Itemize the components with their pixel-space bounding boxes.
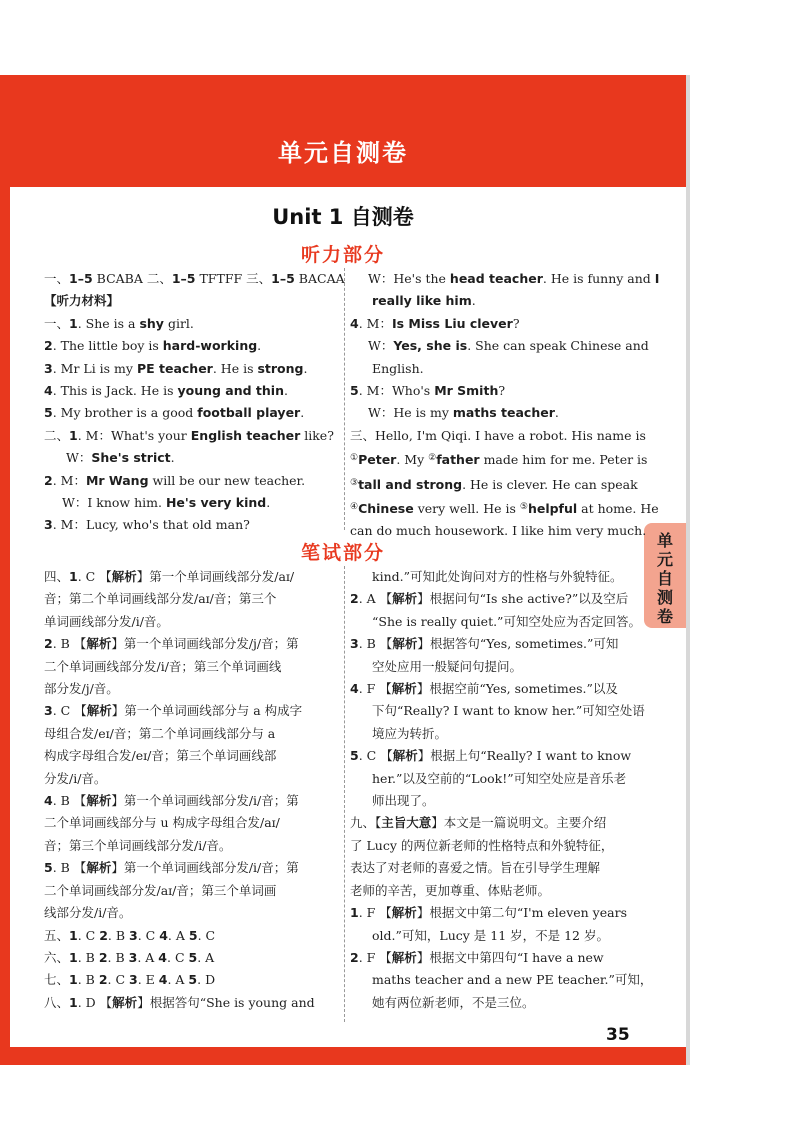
answer-line: 二个单词画线部分发/i/音；第三个单词画线 (44, 658, 282, 674)
answer-line: 一、1. She is a shy girl. (44, 315, 194, 331)
answer-line: old.”可知，Lucy 是 11 岁，不是 12 岁。 (372, 927, 609, 943)
answer-line: 空处应用一般疑问句提问。 (372, 658, 523, 674)
side-tab (644, 523, 686, 628)
answer-line: 3. M：Lucy, who's that old man? (44, 517, 250, 533)
answer-line: 七、1. B 2. C 3. E 4. A 5. D (44, 972, 216, 988)
answer-line: W：Yes, she is. She can speak Chinese and (368, 338, 649, 354)
side-tab-char: 元 (656, 550, 673, 569)
answer-line: kind.”可知此处询问对方的性格与外貌特征。 (372, 569, 623, 584)
section-title-listening: 听力部分 (300, 244, 385, 266)
answer-line: 3. B 【解析】根据答句“Yes, sometimes.”可知 (350, 636, 619, 652)
answer-line: 老师的辛苦，更加尊重、体贴老师。 (350, 882, 551, 898)
answer-line: “She is really quiet.”可知空处应为否定回答。 (372, 613, 641, 629)
answer-line: 部分发/j/音。 (44, 681, 119, 697)
answer-line: W：He's the head teacher. He is funny and I (368, 271, 660, 286)
answer-line: 3. C 【解析】第一个单词画线部分与 a 构成字 (44, 703, 303, 719)
writing-right-column (350, 566, 653, 1014)
answer-line: ④Chinese very well. He is ⑤helpful at home. He (350, 501, 659, 517)
answer-line: 二个单词画线部分发/aɪ/音；第三个单词画 (44, 882, 277, 898)
answer-line: 4. F 【解析】根据空前“Yes, sometimes.”以及 (350, 681, 618, 697)
page-number: 35 (606, 1025, 630, 1045)
side-tab-char: 自 (656, 569, 673, 588)
answer-line: 师出现了。 (372, 793, 435, 809)
answer-line: 八、1. D 【解析】根据答句“She is young and (44, 994, 315, 1010)
answer-line: can do much housework. I like him very much. (350, 523, 647, 539)
answer-line: 5. B 【解析】第一个单词画线部分发/i/音；第 (44, 860, 299, 876)
answer-line: 音；第二个单词画线部分发/aɪ/音；第三个 (44, 591, 277, 607)
answer-line: W：He is my maths teacher. (368, 405, 559, 421)
side-tab-char: 单 (656, 531, 673, 550)
answer-line: English. (372, 360, 424, 376)
side-tab-char: 测 (656, 588, 673, 607)
answer-line: 单词画线部分发/i/音。 (44, 613, 169, 629)
answer-line: 一、1–5 BCABA 二、1–5 TFTFF 三、1–5 BACAA (44, 271, 345, 286)
answer-line: maths teacher and a new PE teacher.”可知， (372, 972, 653, 988)
answer-line: 2. B 【解析】第一个单词画线部分发/j/音；第 (44, 636, 299, 652)
answer-line: 4. This is Jack. He is young and thin. (44, 383, 288, 399)
answer-line: 三、Hello, I'm Qiqi. I have a robot. His name is (350, 427, 646, 443)
answer-line: ③tall and strong. He is clever. He can speak (350, 476, 638, 492)
answer-line: really like him. (372, 293, 476, 309)
header-band (0, 75, 686, 187)
answer-line: 构成字母组合发/eɪ/音；第三个单词画线部 (44, 748, 277, 764)
answer-line: 二个单词画线部分与 u 构成字母组合发/aɪ/ (44, 815, 280, 831)
answer-line: 2. F 【解析】根据文中第四句“I have a new (350, 949, 604, 965)
answer-line: 二、1. M：What's your English teacher like? (44, 427, 334, 443)
listening-left-column (44, 268, 345, 537)
answer-line: 2. M：Mr Wang will be our new teacher. (44, 472, 306, 488)
column-divider-writing (344, 566, 345, 1022)
answer-line: 3. Mr Li is my PE teacher. He is strong. (44, 360, 308, 376)
answer-line: 4. B 【解析】第一个单词画线部分发/i/音；第 (44, 793, 299, 809)
answer-line: her.”以及空前的“Look!”可知空处应是音乐老 (372, 770, 627, 786)
answer-line: 2. The little boy is hard-working. (44, 338, 262, 354)
unit-title: Unit 1 自测卷 (272, 205, 414, 229)
answer-line: 5. M：Who's Mr Smith? (350, 383, 506, 399)
banner-title: 单元自测卷 (278, 139, 408, 167)
answer-line: 四、1. C 【解析】第一个单词画线部分发/aɪ/ (44, 569, 295, 584)
footer-band (0, 1047, 686, 1065)
answer-line: W：She's strict. (66, 450, 175, 466)
answer-line: 表达了对老师的喜爱之情。旨在引导学生理解 (350, 860, 601, 876)
answer-line: 境应为转折。 (372, 725, 448, 741)
answer-line: 了 Lucy 的两位新老师的性格特点和外貌特征， (350, 837, 614, 853)
answer-line: 【听力材料】 (44, 293, 120, 309)
section-title-writing: 笔试部分 (300, 542, 385, 564)
answer-line: 分发/i/音。 (44, 770, 107, 786)
answer-line: ①Peter. My ②father made him for me. Peter is (350, 452, 648, 468)
answer-line: 五、1. C 2. B 3. C 4. A 5. C (44, 927, 216, 943)
answer-line: 六、1. B 2. B 3. A 4. C 5. A (44, 949, 215, 965)
answer-line: 她有两位新老师，不是三位。 (372, 994, 535, 1010)
answer-line: 2. A 【解析】根据问句“Is she active?”以及空后 (350, 591, 629, 607)
answer-line: 5. C 【解析】根据上句“Really? I want to know (350, 748, 632, 764)
answer-line: 下句“Really? I want to know her.”可知空处语 (372, 703, 645, 719)
column-divider-listening (344, 268, 345, 530)
answer-line: 母组合发/eɪ/音；第二个单词画线部分与 a (44, 725, 276, 741)
answer-line: 1. F 【解析】根据文中第二句“I'm eleven years (350, 905, 627, 921)
answer-line: 5. My brother is a good football player. (44, 405, 305, 421)
answer-line: 线部分发/i/音。 (44, 905, 132, 921)
answer-line: 4. M：Is Miss Liu clever? (350, 315, 520, 331)
writing-left-column (44, 566, 340, 1014)
answer-line: 音；第三个单词画线部分发/i/音。 (44, 837, 232, 853)
side-tab-char: 卷 (656, 607, 673, 626)
answer-line: W：I know him. He's very kind. (62, 495, 271, 511)
listening-right-column (350, 268, 660, 543)
answer-line: 九、【主旨大意】本文是一篇说明文。主要介绍 (350, 815, 607, 831)
page-edge (686, 75, 690, 1065)
